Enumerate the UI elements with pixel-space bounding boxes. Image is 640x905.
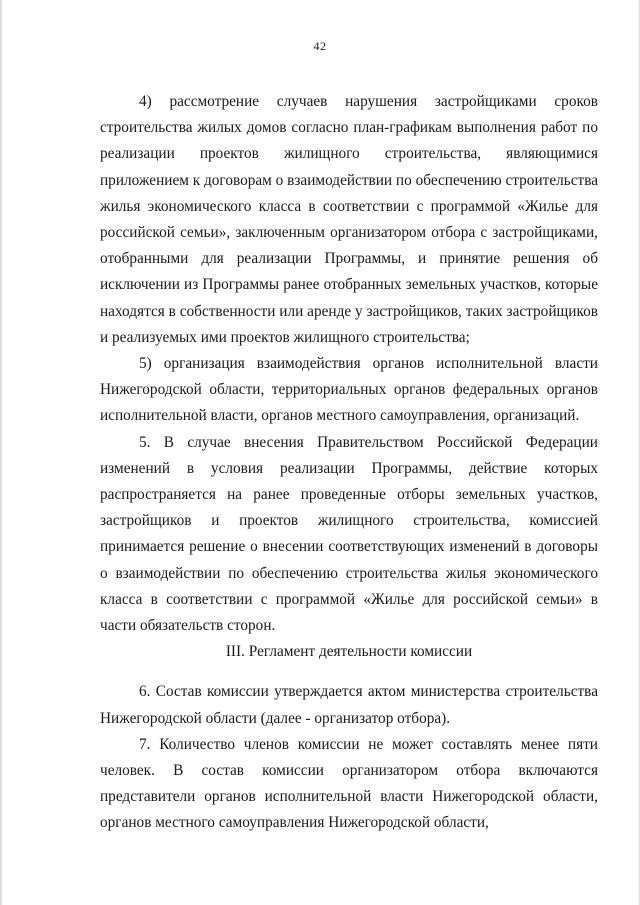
paragraph-clause-7: 7. Количество членов комиссии не может составлять менее пяти человек. В состав комиссии организатором отбора включаются представители органов исполнительной власти Нижегородской области, органов местного самоуправления Нижегородской области, <box>100 735 598 832</box>
page-number: 42 <box>313 39 327 53</box>
section-heading: III. Регламент деятельности комиссии <box>225 643 473 661</box>
paragraph-clause-5: 5. В случае внесения Правительством Российской Федерации изменений в условия реализации Программы, действие которых распространяется на ранее проведенные отборы земельных участков, застройщиков и проектов жилищного строительства, комиссией принимается решение о внесении соответствующих изменений в договоры о взаимодействии по обеспечению строительства жилья экономического класса в соответствии с программой «Жилье для российской семьи» в части обязательств сторон. <box>100 433 598 635</box>
paragraph-item-5: 5) организация взаимодействия органов исполнительной власти Нижегородской области, территориальных органов федеральных органов исполнительной власти, органов местного самоуправления, организаций. <box>100 355 598 425</box>
scan-edge-left <box>0 0 3 905</box>
paragraph-clause-6: 6. Состав комиссии утверждается актом министерства строительства Нижегородской области (далее - организатор отбора). <box>100 683 598 727</box>
paragraph-item-4: 4) рассмотрение случаев нарушения застройщиками сроков строительства жилых домов согласно план-графикам выполнения работ по реализации проектов жилищного строительства, являющимися приложением к договорам о взаимодействии по обеспечению строительства жилья экономического класса в соответствии с программой «Жилье для российской семьи», заключенным организатором отбора с застройщиками, отобранными для реализации Программы, и принятие решения об исключении из Программы ранее отобранных земельных участков, которые находятся в собственности или аренде у застройщиков, таких застройщиков и реализуемых ими проектов жилищного строительства; <box>100 93 598 346</box>
document-body <box>100 89 598 837</box>
